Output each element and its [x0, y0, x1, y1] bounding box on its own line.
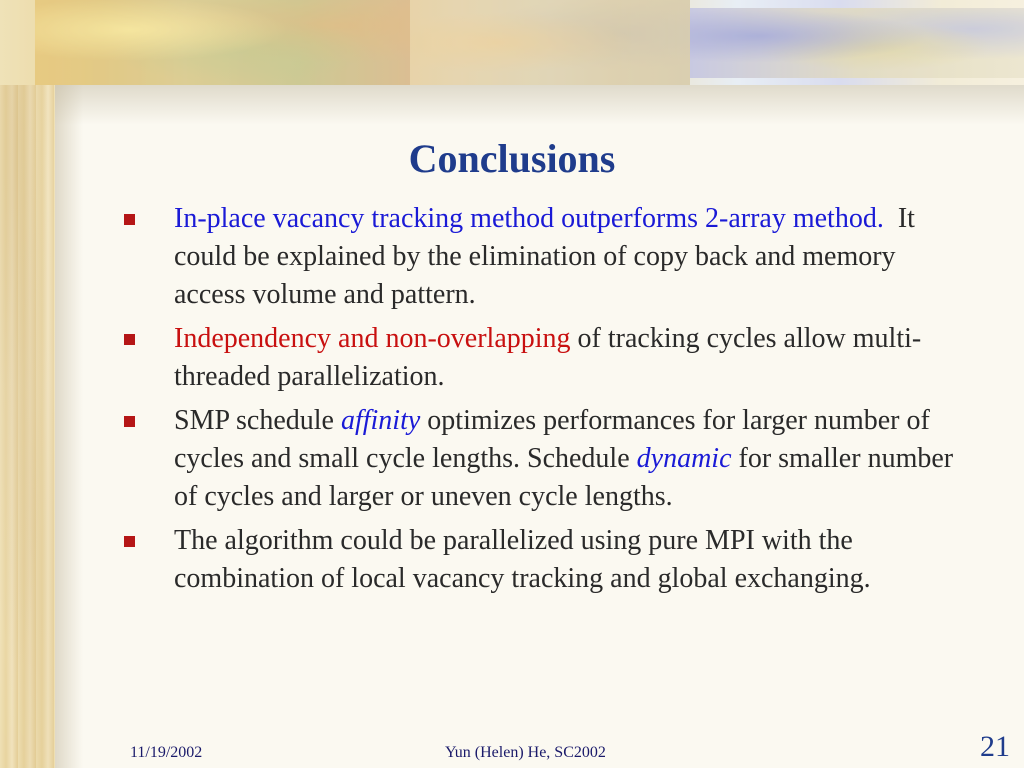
banner-image-wheat	[690, 8, 1024, 78]
square-bullet-icon	[124, 536, 135, 547]
bullet-3-text-c: for smaller number of cycles and larger or uneven cycle lengths.	[174, 443, 954, 512]
strip-shadow	[55, 85, 83, 768]
bullet-1-highlight: In-place vacancy tracking method outperforms 2-array method.	[174, 203, 884, 234]
decorative-top-banner	[0, 0, 1024, 85]
bullet-item-2	[122, 320, 962, 396]
bullet-4-text: The algorithm could be parallelized using pure MPI with the combination of local vacancy tracking and global exchanging.	[174, 525, 871, 594]
square-bullet-icon	[124, 416, 135, 427]
banner-image-middle	[410, 0, 690, 85]
footer-author: Yun (Helen) He, SC2002	[445, 744, 606, 761]
slide-title: Conclusions	[408, 136, 616, 181]
bullet-3-dynamic: dynamic	[636, 443, 732, 474]
decorative-left-strip	[0, 0, 55, 768]
bullet-item-1	[122, 200, 962, 314]
bullet-3-text-a: SMP schedule	[174, 405, 341, 436]
bullet-2-highlight: Independency and non-overlapping	[174, 323, 571, 354]
bullet-item-3	[122, 402, 962, 516]
square-bullet-icon	[124, 214, 135, 225]
slide-number: 21	[980, 730, 1010, 763]
bullet-3-text-b: optimizes performances for larger number of cycles and small cycle lengths. Schedule	[174, 405, 937, 474]
bullet-1-text: It could be explained by the elimination of copy back and memory access volume and pattern.	[174, 203, 922, 310]
bullet-2-text: of tracking cycles allow multi-threaded parallelization.	[174, 323, 922, 392]
footer-date: 11/19/2002	[130, 744, 203, 761]
square-bullet-icon	[124, 334, 135, 345]
banner-image-leaves	[35, 0, 410, 85]
banner-shadow	[55, 85, 1024, 125]
bullet-item-4	[122, 522, 962, 598]
bullet-3-affinity: affinity	[340, 405, 421, 436]
bullet-list	[122, 200, 962, 604]
